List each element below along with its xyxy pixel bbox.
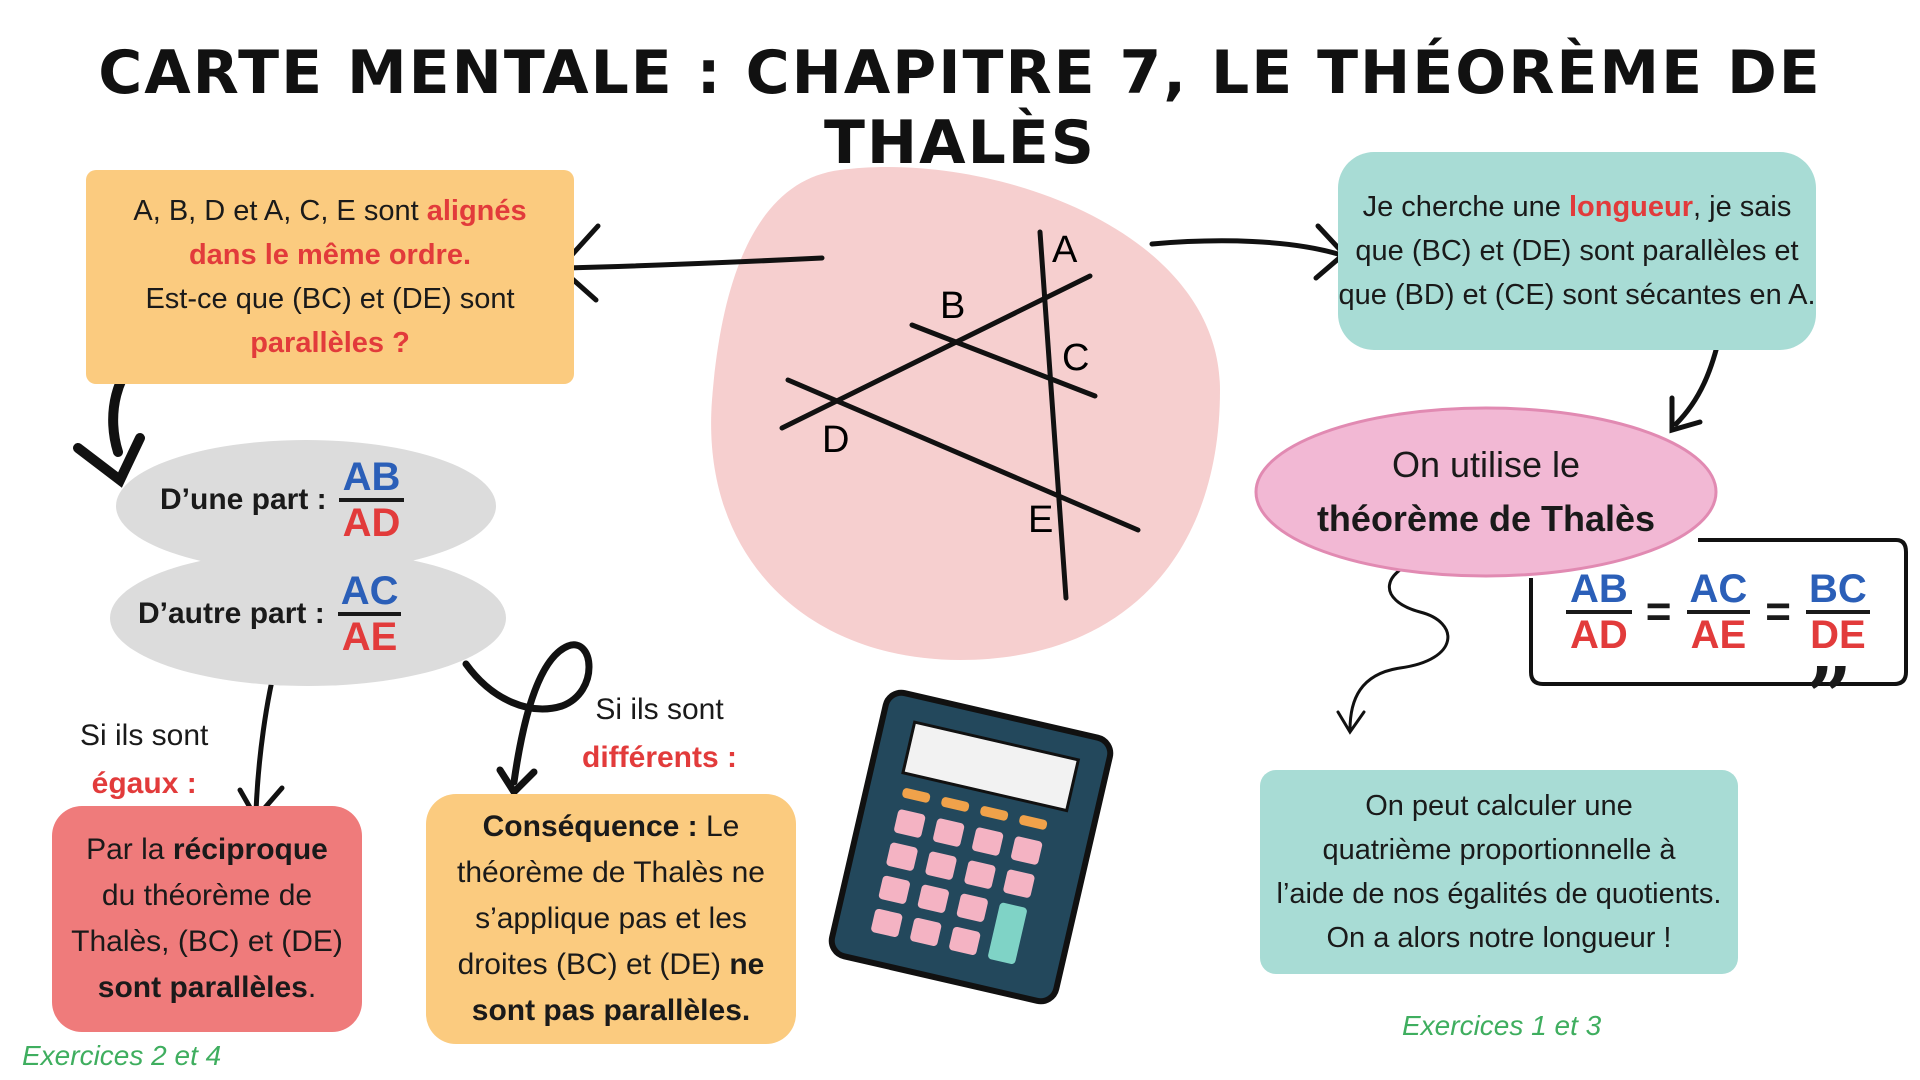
theorem-line1: On utilise le (1391, 444, 1581, 485)
left-question-order: dans le même ordre. (188, 239, 472, 271)
point-a-label: A (1052, 229, 1078, 271)
right-question-text-a: Je cherche une (1362, 191, 1569, 223)
equal-case-label (80, 712, 208, 808)
equality-denominator-2: AE (1687, 610, 1751, 656)
page-title: CARTE MENTALE : CHAPITRE 7, LE THÉORÈME DE THALÈS (98, 38, 1822, 178)
ratio-first (160, 456, 404, 544)
equal-case-text-c: du théorème de (101, 879, 313, 912)
equal-case-period: . (307, 971, 317, 1004)
right-question-line2: que (BC) et (DE) sont parallèles et (1355, 235, 1799, 267)
different-case-box (426, 794, 796, 1044)
point-e-label: E (1028, 499, 1054, 541)
left-question-parallel: parallèles ? (250, 327, 410, 359)
right-question-line3: que (BD) et (CE) sont sécantes en A. (1338, 279, 1816, 311)
equality-fraction-1 (1566, 568, 1632, 656)
equality-fraction-2 (1685, 568, 1751, 656)
ratio-first-numerator: AB (342, 455, 401, 499)
point-d-label: D (822, 419, 850, 461)
different-case-text-e: droites (BC) et (DE) (457, 948, 730, 981)
different-case-ne: ne (729, 948, 765, 981)
calculator-icon (829, 690, 1114, 1005)
pink-blob (711, 167, 1220, 660)
equal-case-label-a: Si ils sont (80, 719, 209, 752)
point-b-label: B (940, 285, 966, 327)
equality-numerator-3: BC (1808, 567, 1867, 611)
left-question-text: A, B, D et A, C, E sont (133, 195, 427, 227)
thales-equality (1566, 568, 1871, 656)
ratio-second-numerator: AC (340, 569, 399, 613)
ratio-second (138, 570, 402, 658)
ratio-first-fraction (339, 456, 405, 544)
right-question-length: longueur (1568, 191, 1694, 223)
arrow-to-right-question (1152, 241, 1338, 254)
different-case-text-d: s’applique pas et les (475, 902, 747, 935)
different-case-conclusion: sont pas parallèles. (471, 994, 751, 1027)
equality-numerator-2: AC (1689, 567, 1748, 611)
theorem-line2: théorème de Thalès (1316, 498, 1656, 539)
theorem-text (1260, 428, 1712, 556)
different-case-text-c: théorème de Thalès ne (457, 856, 765, 889)
different-case-label-b: différents : (582, 741, 738, 774)
result-line2: quatrième proportionnelle à (1322, 834, 1676, 866)
equals-sign-1: = (1645, 587, 1672, 636)
equal-case-text-d: Thalès, (BC) et (DE) (71, 925, 343, 958)
point-c-label: C (1062, 337, 1090, 379)
exercises-right: Exercices 1 et 3 (1402, 1010, 1602, 1041)
different-case-text-b: Le (706, 810, 740, 843)
equal-case-reciprocal: réciproque (172, 833, 328, 866)
left-question-box (86, 170, 574, 384)
ratio-first-denominator: AD (339, 498, 405, 544)
result-line1: On peut calculer une (1365, 790, 1633, 822)
result-line4: On a alors notre longueur ! (1326, 922, 1672, 954)
equality-denominator-1: AD (1566, 610, 1632, 656)
arrow-left-curve-head (78, 438, 140, 480)
ratio-second-label: D’autre part : (138, 597, 325, 630)
result-line3: l’aide de nos égalités de quotients. (1276, 878, 1722, 910)
equal-case-text-a: Par la (86, 833, 173, 866)
right-question-box (1338, 152, 1816, 350)
equal-case-box (52, 806, 362, 1032)
result-box (1260, 770, 1738, 974)
equality-numerator-1: AB (1570, 567, 1628, 611)
ratio-first-label: D’une part : (160, 483, 327, 516)
ratio-second-fraction (337, 570, 403, 658)
exercises-left: Exercices 2 et 4 (22, 1040, 222, 1071)
left-question-ask: Est-ce que (BC) et (DE) sont (145, 283, 515, 315)
left-question-highlight: alignés (426, 195, 527, 227)
equality-fraction-3 (1805, 568, 1871, 656)
arrow-to-different (466, 645, 589, 782)
equals-sign-2: = (1765, 587, 1791, 636)
equal-case-label-b: égaux : (91, 767, 197, 800)
ratio-second-denominator: AE (338, 612, 402, 658)
equality-denominator-3: DE (1806, 610, 1870, 656)
right-question-text-c: , je sais (1693, 191, 1792, 223)
arrow-to-result (1350, 558, 1448, 730)
equal-case-conclusion: sont parallèles (97, 971, 308, 1004)
different-case-label (582, 686, 737, 782)
closing-quote: ” (1806, 649, 1853, 743)
different-case-consequence: Conséquence : (482, 810, 706, 843)
different-case-label-a: Si ils sont (595, 693, 724, 726)
